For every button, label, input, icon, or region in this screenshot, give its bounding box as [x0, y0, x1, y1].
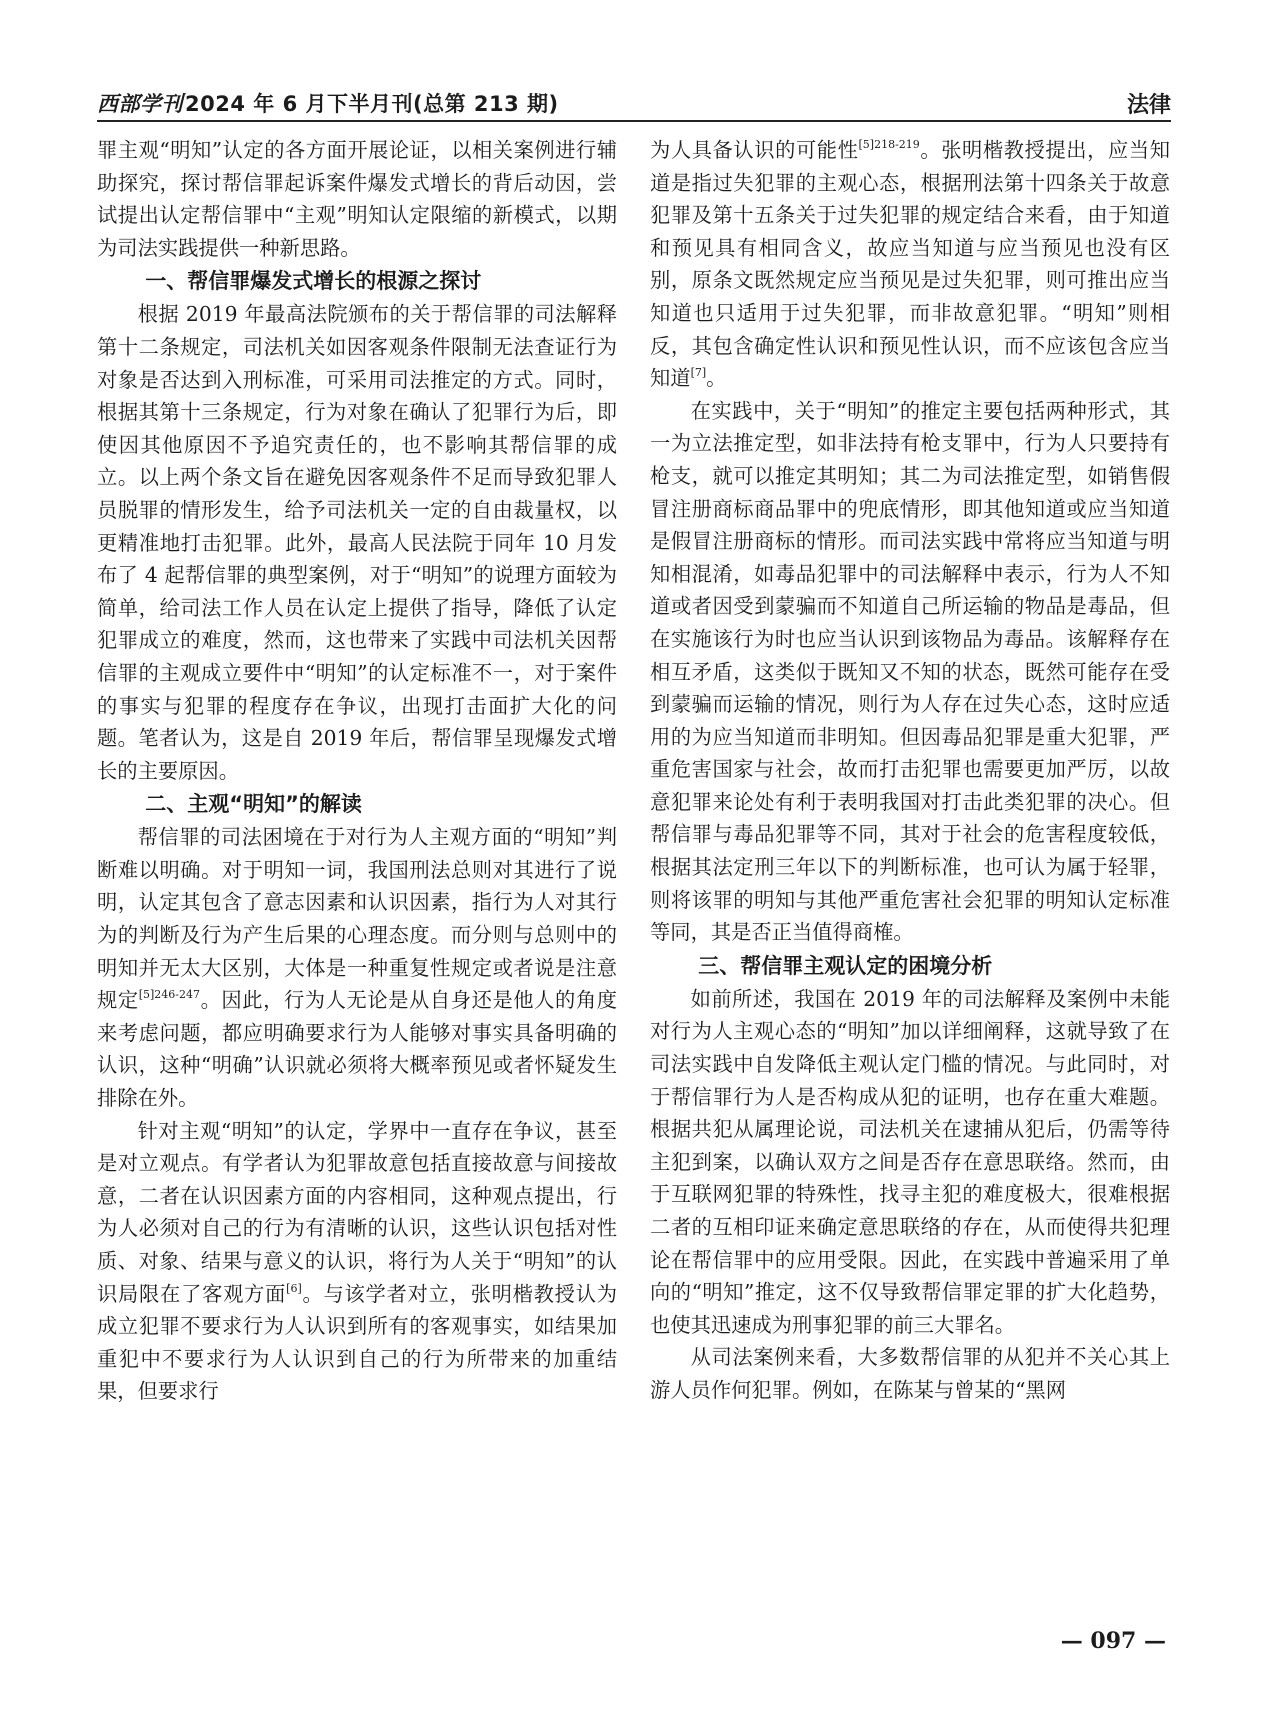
citation: [7]: [690, 366, 707, 380]
paragraph-text: 。因此，行为人无论是从自身还是他人的角度来考虑问题，都应明确要求行为人能够对事实具备明确的认识，这种“明确”认识就必须将大概率预见或者怀疑发生排除在外。: [97, 988, 617, 1111]
citation: [5]246-247: [138, 988, 200, 1002]
paragraph: [650, 134, 1170, 395]
section-heading: 一、帮信罪爆发式增长的根源之探讨: [145, 269, 482, 294]
journal-title: [97, 88, 559, 118]
page-header: [97, 82, 1171, 122]
citation: [5]218-219: [858, 138, 920, 151]
section-heading: 三、帮信罪主观认定的困境分析: [698, 953, 993, 978]
right-column: [650, 134, 1170, 1407]
paragraph-text: 。与该学者对立，张明楷教授认为成立犯罪不要求行为人认识到所有的客观事实，如结果加重犯中不要求行为人认识到自己的行为所带来的加重结果，但要求行: [97, 1281, 617, 1404]
issue-info: 2024 年 6 月下半月刊(总第 213 期): [185, 92, 559, 116]
paragraph-text: 针对主观“明知”的认定，学界中一直存在争议，甚至是对立观点。有学者认为犯罪故意包括直接故意与间接故意，二者在认识因素方面的内容相同，这种观点提出，行为人必须对自己的行为有清晰的认识，这些认识包括对性质、对象、结果与意义的认识，将行为人关于“明知”的认识局限在了客观方面: [97, 1118, 617, 1306]
paragraph-text: 为人具备认识的可能性: [650, 138, 859, 162]
paragraph: [97, 1115, 617, 1408]
citation: [6]: [286, 1281, 302, 1295]
section-label: 法律: [1126, 93, 1171, 118]
left-column: [97, 134, 617, 1408]
paragraph-text: 帮信罪的司法困境在于对行为人主观方面的“明知”判断难以明确。对于明知一词，我国刑法总则对其进行了说明，认定其包含了意志因素和认识因素，指行为人对其行为的判断及行为产生后果的心理态度。而分则与总则中的明知并无太大区别，大体是一种重复性规定或者说是注意规定: [97, 825, 617, 1013]
paragraph: 根据 2019 年最高法院颁布的关于帮信罪的司法解释第十二条规定，司法机关如因客观条件限制无法查证行为对象是否达到入刑标准，可采用司法推定的方式。同时，根据其第十三条规定，行为对象在确认了犯罪行为后，即使因其他原因不予追究责任的，也不影响其帮信罪的成立。以上两个条文旨在避免因客观条件不足而导致犯罪人员脱罪的情形发生，给予司法机关一定的自由裁量权，以更精准地打击犯罪。此外，最高人民法院于同年 10 月发布了 4 起帮信罪的典型案例，对于“明知”的说理方面较为简单，给司法工作人员在认定上提供了指导，降低了认定犯罪成立的难度，然而，这也带来了实践中司法机关因帮信罪的主观成立要件中“明知”的认定标准不一，对于案件的事实与犯罪的程度存在争议，出现打击面扩大化的问题。笔者认为，这是自 2019 年后，帮信罪呈现爆发式增长的主要原因。: [97, 302, 617, 783]
paragraph: [97, 821, 617, 1114]
journal-logo: 西部学刊: [97, 91, 183, 116]
paragraph-text: 。张明楷教授提出，应当知道是指过失犯罪的主观心态，根据刑法第十四条关于故意犯罪及第十五条关于过失犯罪的规定结合来看，由于知道和预见具有相同含义，故应当知道与应当预见也没有区别，原条文既然规定应当预见是过失犯罪，则可推出应当知道也只适用于过失犯罪，而非故意犯罪。“明知”则相反，其包含确定性认识和预见性认识，而不应该包含应当知道: [650, 138, 1170, 391]
paragraph-text: 。: [706, 366, 727, 391]
paragraph: 从司法案例来看，大多数帮信罪的从犯并不关心其上游人员作何犯罪。例如，在陈某与曾某的“黑网: [650, 1345, 1170, 1402]
paragraph: 在实践中，关于“明知”的推定主要包括两种形式，其一为立法推定型，如非法持有枪支罪中，行为人只要持有枪支，就可以推定其明知；其二为司法推定型，如销售假冒注册商标商品罪中的兜底情形，即其他知道或应当知道是假冒注册商标的情形。而司法实践中常将应当知道与明知相混淆，如毒品犯罪中的司法解释中表示，行为人不知道或者因受到蒙骗而不知道自己所运输的物品是毒品，但在实施该行为时也应当认识到该物品为毒品。该解释存在相互矛盾，这类似于既知又不知的状态，既然可能存在受到蒙骗而运输的情况，则行为人存在过失心态，这时应适用的为应当知道而非明知。但因毒品犯罪是重大犯罪，严重危害国家与社会，故而打击犯罪也需要更加严厉，以故意犯罪来论处有利于表明我国对打击此类犯罪的决心。但帮信罪与毒品犯罪等不同，其对于社会的危害程度较低，根据其法定刑三年以下的判断标准，也可认为属于轻罪，则将该罪的明知与其他严重危害社会犯罪的明知认定标准等同，其是否正当值得商榷。: [650, 398, 1170, 945]
page-number: — 097 —: [1060, 1628, 1166, 1654]
paragraph: 如前所述，我国在 2019 年的司法解释及案例中未能对行为人主观心态的“明知”加以详细阐释，这就导致了在司法实践中自发降低主观认定门槛的情况。与此同时，对于帮信罪行为人是否构成从犯的证明，也存在重大难题。根据共犯从属理论说，司法机关在逮捕从犯后，仍需等待主犯到案，以确认双方之间是否存在意思联络。然而，由于互联网犯罪的特殊性，找寻主犯的难度极大，很难根据二者的互相印证来确定意思联络的存在，从而使得共犯理论在帮信罪中的应用受限。因此，在实践中普遍采用了单向的“明知”推定，这不仅导致帮信罪定罪的扩大化趋势，也使其迅速成为刑事犯罪的前三大罪名。: [650, 986, 1170, 1337]
paragraph: 罪主观“明知”认定的各方面开展论证，以相关案例进行辅助探究，探讨帮信罪起诉案件爆发式增长的背后动因，尝试提出认定帮信罪中“主观”明知认定限缩的新模式，以期为司法实践提供一种新思路。: [97, 138, 617, 260]
section-heading: 二、主观“明知”的解读: [145, 792, 362, 817]
